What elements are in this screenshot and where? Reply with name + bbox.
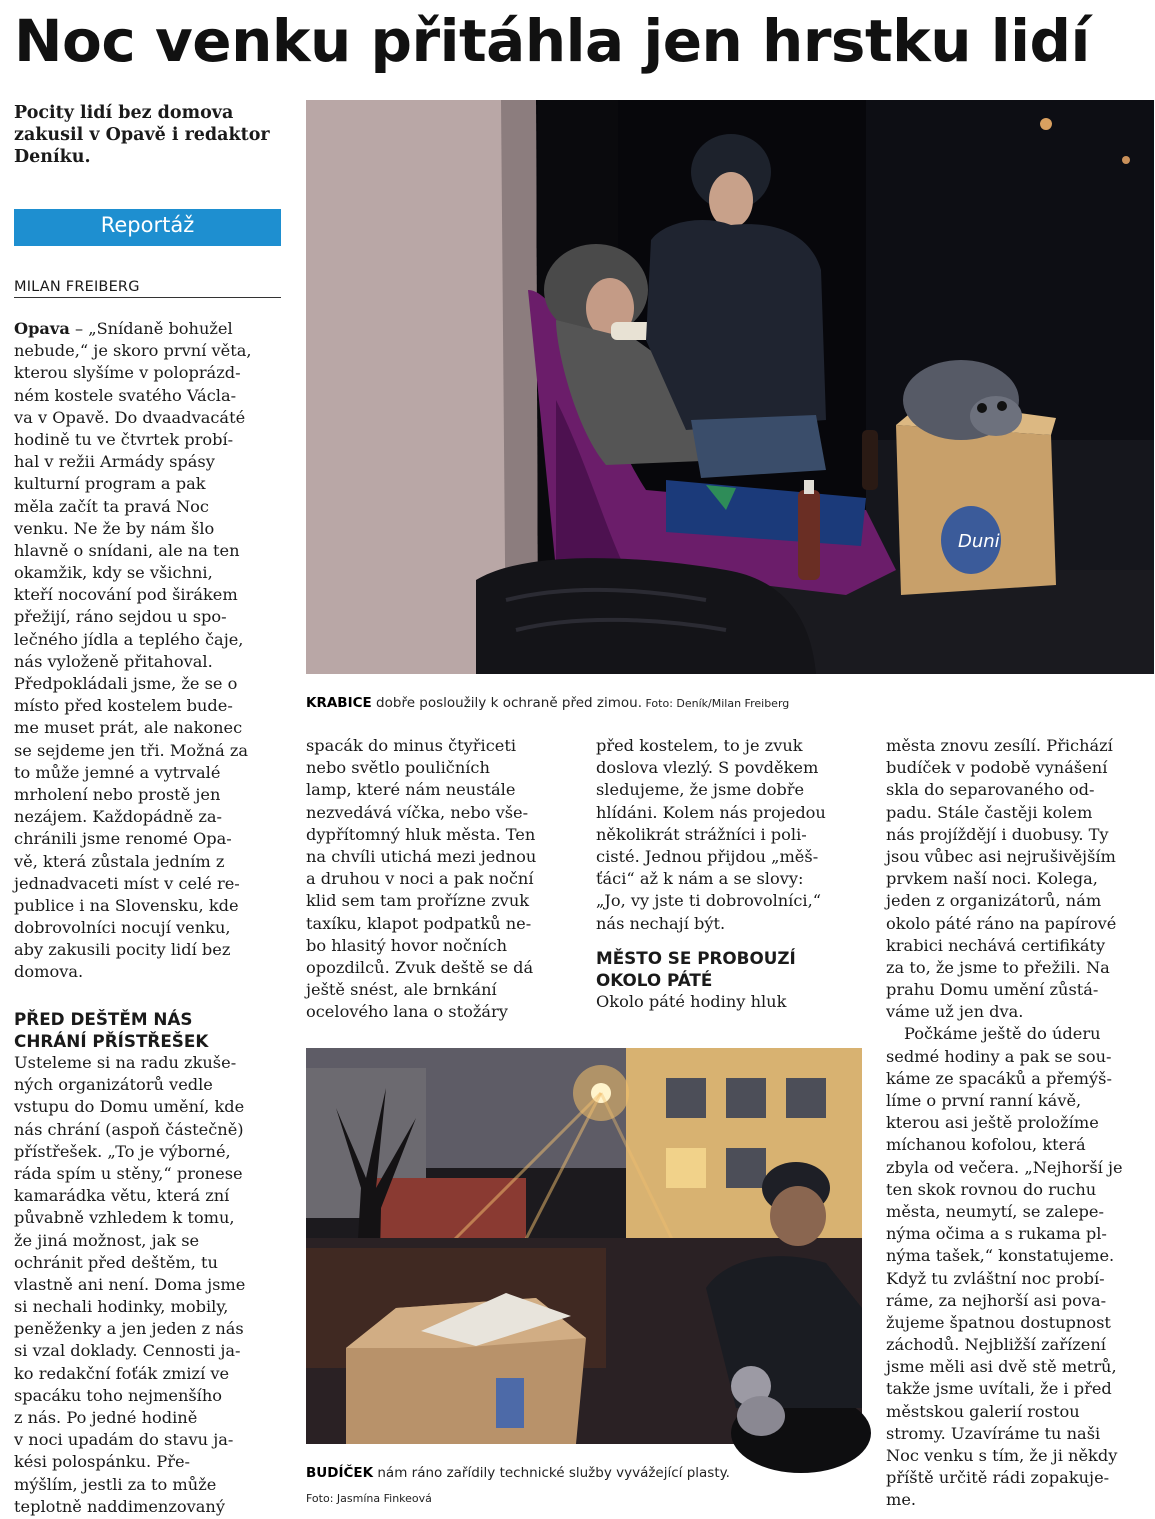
text-line: doslova vlezlý. S povděkem [596, 758, 819, 778]
text-line: několikrát strážníci i poli- [596, 824, 807, 844]
text-line: mrholení nebo prostě jen [14, 784, 221, 804]
text-line: spacák do minus čtyřiceti [306, 736, 517, 755]
text-line: dobrovolníci nocují venku, [14, 918, 231, 938]
text-line: ten skok rovnou do ruchu [886, 1179, 1097, 1199]
text-line: klid sem tam prořízne zvuk [306, 891, 530, 911]
box-brand-label: Duni [958, 531, 1000, 552]
text-line: před kostelem, to je zvuk [596, 736, 803, 755]
caption-budicek-text: nám ráno zařídily technické služby vyvážející plasty. [373, 1465, 730, 1481]
text-line: hlídáni. Kolem nás projedou [596, 802, 826, 822]
text-line: vstupu do Domu umění, kde [14, 1097, 245, 1117]
text-line: místo před kostelem bude- [14, 696, 233, 716]
text-line: líme o první ranní kávě, [886, 1091, 1082, 1110]
text-line: publice i na Slovensku, kde [14, 895, 239, 915]
text-line: nás projíždějí i duobusy. Ty [886, 824, 1109, 844]
text-line: okolo páté ráno na papírové [886, 913, 1117, 933]
text-line: „Jo, vy jste ti dobrovolníci,“ [596, 891, 822, 911]
text-line: městskou galerií rostou [886, 1401, 1080, 1421]
text-line: si nechali hodinky, mobily, [14, 1297, 229, 1317]
text-line: váme už jen dva. [886, 1002, 1024, 1022]
text-line: se sejdeme jen tři. Možná za [14, 740, 249, 760]
text-line: opozdilců. Zvuk deště se dá [306, 957, 534, 977]
text-line: padu. Stále častěji kolem [886, 802, 1093, 822]
text-line: okamžik, kdy se všichni, [14, 563, 213, 583]
text-line: jsme měli asi dvě stě metrů, [886, 1357, 1117, 1377]
text-line: na chvíli utichá mezi jednou [306, 846, 537, 866]
text-line: lečného jídla a teplého čaje, [14, 629, 244, 649]
photo-budicek [306, 1048, 862, 1444]
text-line: me muset prát, ale nakonec [14, 718, 243, 738]
text-line: sedmé hodiny a pak se sou- [886, 1046, 1112, 1066]
text-line: ných organizátorů vedle [14, 1075, 213, 1095]
caption-krabice-lead: KRABICE [306, 695, 372, 711]
text-line: půvabně vzhledem k tomu, [14, 1208, 235, 1228]
text-line: nás nechají být. [596, 913, 726, 933]
caption-budicek-lead: BUDÍČEK [306, 1465, 374, 1481]
text-line: nebude,“ je skoro první věta, [14, 341, 252, 361]
text-line: nýma tašek,“ konstatujeme. [886, 1246, 1115, 1266]
text-line: ochránit před deštěm, tu [14, 1252, 218, 1272]
text-line: dypřítomný hluk města. Ten [306, 824, 536, 844]
text-line: míchanou kofolou, která [886, 1135, 1086, 1155]
text-line: za to, že jsme to přežili. Na [886, 957, 1110, 977]
text-line: nebo světlo pouličních [306, 758, 490, 778]
caption-krabice-text: dobře posloužily k ochraně před zimou. [371, 695, 642, 711]
text-line: kési polospánku. Pře- [14, 1452, 190, 1472]
photo-budicek-image [306, 1048, 862, 1444]
text-line: ještě snést, ale brnkání [306, 980, 497, 1000]
photo-krabice [306, 100, 1154, 674]
text-line: budíček v podobě vynášení [886, 758, 1108, 778]
text-line: ráda spím u stěny,“ pronese [14, 1163, 243, 1183]
text-line: Opava – „Snídaně bohužel [14, 319, 233, 338]
text-line: aby zakusili pocity lidí bez [14, 940, 231, 960]
perex: Pocity lidí bez domova zakusil v Opavě i redaktor Deníku. [14, 103, 270, 167]
text-line: a druhou v noci a pak noční [306, 869, 534, 889]
text-line: si vzal doklady. Cennosti ja- [14, 1341, 241, 1361]
text-line: ráme, za nejhorší asi pova- [886, 1290, 1107, 1310]
text-line: hodině tu ve čtvrtek probí- [14, 429, 234, 449]
text-line: CHRÁNÍ PŘÍSTŘEŠEK [14, 1030, 209, 1051]
headline: Noc venku přitáhla jen hrstku lidí [14, 7, 1090, 75]
text-line: nás chrání (aspoň částečně) [14, 1119, 244, 1139]
text-line: PŘED DEŠTĚM NÁS [14, 1008, 193, 1029]
text-line: měla začít ta pravá Noc [14, 496, 209, 516]
text-line: me. [886, 1490, 917, 1510]
text-line: ťáci“ až k nám a se slovy: [596, 869, 804, 889]
caption-krabice [306, 694, 789, 713]
text-line: Noc venku s tím, že ji někdy [886, 1446, 1118, 1465]
text-line: peněženky a jen jeden z nás [14, 1319, 244, 1339]
text-line: hlavně o snídani, ale na ten [14, 540, 240, 560]
text-line: Když tu zvláštní noc probí- [886, 1268, 1105, 1288]
text-line: jsou vůbec asi nejrušivějším [886, 846, 1116, 866]
caption-krabice-credit: Foto: Deník/Milan Freiberg [642, 697, 790, 710]
text-line: z nás. Po jedné hodině [14, 1408, 198, 1427]
text-line: teplotně naddimenzovaný [14, 1496, 225, 1516]
text-line: žujeme špatnou dostupnost [886, 1312, 1111, 1332]
text-line: taxíku, klapot podpatků ne- [306, 913, 532, 933]
text-line: v noci upadám do stavu ja- [14, 1430, 234, 1450]
text-line: MĚSTO SE PROBOUZÍ [596, 947, 796, 968]
text-line: záchodů. Nejbližší zařízení [886, 1335, 1106, 1355]
article-column-3 [596, 735, 864, 1031]
text-line: prvkem naší noci. Kolega, [886, 869, 1098, 889]
text-line: nás vyloženě přitahoval. [14, 651, 213, 671]
caption-budicek-credit: Foto: Jasmína Finkeová [306, 1492, 432, 1505]
text-line: va v Opavě. Do dvaadvacáté [14, 407, 246, 427]
text-line: cisté. Jednou přijdou „měš- [596, 846, 819, 866]
text-line: kteří nocování pod širákem [14, 585, 238, 605]
text-line: hal v režii Armády spásy [14, 452, 215, 472]
caption-budicek [306, 1464, 730, 1482]
text-line: stromy. Uzavíráme tu naši [886, 1423, 1101, 1443]
text-line: chránili jsme renomé Opa- [14, 829, 232, 849]
text-line: příště určitě rádi zopakuje- [886, 1468, 1110, 1488]
text-line: Počkáme ještě do úderu [904, 1024, 1101, 1044]
text-line: venku. Ne že by nám šlo [14, 518, 215, 538]
text-line: bo hlasitý hovor nočních [306, 935, 508, 955]
photo-krabice-image [306, 100, 1154, 674]
text-line: to může jemné a vytrvalé [14, 762, 221, 782]
text-line: ko redakční foťák zmizí ve [14, 1363, 230, 1383]
article-column-4 [886, 735, 1154, 1511]
text-line: domova. [14, 962, 84, 982]
text-line: lamp, které nám neustále [306, 780, 516, 800]
caption-budicek-credit-wrap [306, 1489, 432, 1508]
text-line: sledujeme, že jsme dobře [596, 780, 805, 800]
text-line: nezájem. Každopádně za- [14, 807, 222, 827]
text-line: mýšlím, jestli za to může [14, 1474, 217, 1494]
article-column-2 [306, 735, 574, 1031]
text-line: jednadvaceti míst v celé re- [14, 873, 240, 893]
rubric-badge: Reportáž [14, 209, 281, 246]
text-line: kterou slyšíme v poloprázd- [14, 363, 241, 383]
text-line: spacáku toho nejmenšího [14, 1385, 223, 1405]
text-line: města, neumytí, se zalepe- [886, 1201, 1104, 1221]
text-line: jeden z organizátorů, nám [886, 891, 1102, 911]
text-line: vlastně ani není. Doma jsme [14, 1274, 246, 1294]
text-line: kamarádka větu, která zní [14, 1186, 230, 1206]
article-column-1 [14, 318, 286, 1516]
text-line: OKOLO PÁTÉ [596, 969, 713, 990]
text-line: města znovu zesílí. Přichází [886, 736, 1113, 755]
text-line: skla do separovaného od- [886, 780, 1095, 800]
text-line: prahu Domu umění zůstá- [886, 980, 1099, 1000]
text-line: kterou asi ještě proložíme [886, 1113, 1099, 1133]
text-line: přežijí, ráno sejdou u spo- [14, 607, 227, 627]
text-line: přístřešek. „To je výborné, [14, 1141, 231, 1161]
text-line: nezvedává víčka, nebo vše- [306, 802, 529, 822]
dateline: Opava [14, 319, 70, 338]
text-line: vě, která zůstala jedním z [14, 851, 225, 871]
byline: MILAN FREIBERG [14, 277, 281, 298]
text-line: ném kostele svatého Václa- [14, 385, 237, 405]
text-line: Okolo páté hodiny hluk [596, 992, 787, 1012]
text-line: káme ze spacáků a přemýš- [886, 1068, 1112, 1088]
text-line: kulturní program a pak [14, 474, 206, 494]
text-line: že jiná možnost, jak se [14, 1230, 200, 1250]
text-line: takže jsme uvítali, že i před [886, 1379, 1112, 1399]
text-line: zbyla od večera. „Nejhorší je [886, 1157, 1123, 1177]
text-line: krabici nechává certifikáty [886, 935, 1106, 955]
text-line: Usteleme si na radu zkuše- [14, 1053, 237, 1072]
text-line: ocelového lana o stožáry [306, 1002, 508, 1022]
text-line: Předpokládali jsme, že se o [14, 674, 238, 693]
text-line: nýma očima a s rukama pl- [886, 1224, 1107, 1244]
